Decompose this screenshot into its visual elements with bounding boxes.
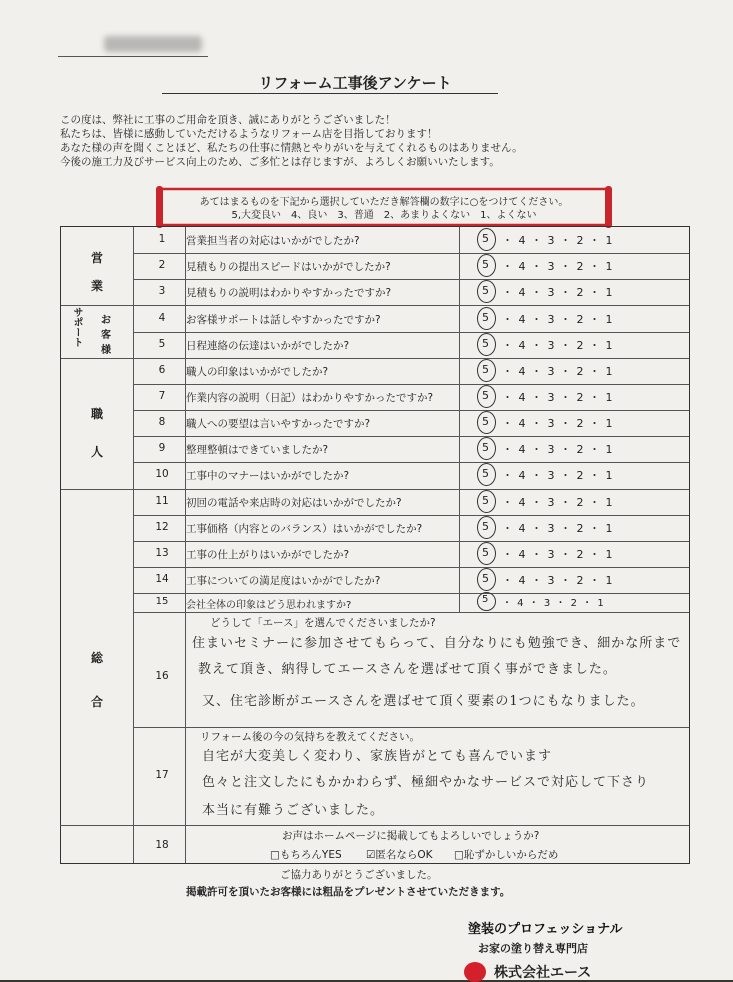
footer-thanks: ご協力ありがとうございました。	[280, 869, 438, 881]
question-17-answer-line-3[interactable]: 本当に有難うございました。	[202, 803, 385, 818]
question-text: 職人の印象はいかがでしたか?	[186, 366, 329, 378]
selected-rating-value: 5	[482, 311, 490, 324]
question-number: 2	[158, 259, 166, 271]
category-overall-char-1: 総	[91, 651, 104, 665]
category-support-side: サポート	[71, 307, 82, 347]
category-support-char-3: 様	[101, 345, 111, 356]
intro-line-1: この度は、弊社に工事のご用命を頂き、誠にありがとうございました！	[60, 114, 396, 126]
selected-rating-value: 5	[482, 467, 490, 480]
selected-rating-value: 5	[482, 389, 490, 402]
question-number: 7	[158, 390, 166, 402]
rating-scale: ・ 4 ・ 3 ・ 2 ・ 1	[502, 469, 614, 482]
question-number: 13	[155, 547, 169, 559]
question-number: 10	[155, 468, 169, 480]
row-divider	[60, 825, 688, 826]
selected-rating-value: 5	[482, 232, 490, 245]
question-number: 5	[158, 338, 166, 350]
question-text: 職人への要望は言いやすかったですか?	[186, 418, 371, 430]
survey-title: リフォーム工事後アンケート	[258, 74, 452, 92]
question-text: 工事中のマナーはいかがでしたか?	[186, 470, 350, 482]
question-16-label: どうして「エース」を選んでくださいましたか?	[210, 617, 436, 629]
question-text: 見積もりの提出スピードはいかがでしたか?	[186, 261, 391, 273]
rating-scale: ・ 4 ・ 3 ・ 2 ・ 1	[502, 260, 614, 273]
option-anonymous-checkbox[interactable]: ☑匿名ならOK	[366, 849, 433, 861]
rating-rows	[60, 226, 688, 612]
question-text: 初回の電話や来店時の対応はいかがでしたか?	[186, 497, 402, 509]
rating-scale: ・ 4 ・ 3 ・ 2 ・ 1	[502, 574, 614, 587]
selected-rating-value: 5	[482, 363, 490, 376]
selected-rating-value: 5	[482, 520, 490, 533]
question-number: 6	[158, 364, 166, 376]
question-number: 4	[158, 312, 166, 324]
selected-rating-value: 5	[482, 494, 490, 507]
question-number: 3	[158, 285, 166, 297]
selected-rating-value: 5	[482, 546, 490, 559]
question-text: 作業内容の説明（日記）はわかりやすかったですか?	[186, 392, 434, 404]
rating-scale: ・ 4 ・ 3 ・ 2 ・ 1	[502, 339, 614, 352]
category-sales-char-2: 業	[91, 279, 104, 293]
category-support-char-1: お	[101, 315, 111, 326]
question-text: お客様サポートは話しやすかったですか?	[186, 314, 381, 326]
rating-scale: ・ 4 ・ 3 ・ 2 ・ 1	[502, 496, 614, 509]
question-text: 見積もりの説明はわかりやすかったですか?	[186, 287, 392, 299]
customer-name-redacted	[104, 36, 202, 52]
intro-line-2: 私たちは、皆様に感動していただけるようなリフォーム店を目指しております！	[60, 128, 438, 140]
question-18-block	[60, 825, 688, 862]
question-17-answer-line-1[interactable]: 自宅が大変美しく変わり、家族皆がとても喜んでいます	[202, 749, 553, 764]
intro-line-4: 今後の施工力及びサービス向上のため、ご多忙とは存じますが、よろしくお願いいたします。	[60, 156, 500, 168]
question-number: 1	[158, 233, 166, 245]
rating-scale: ・ 4 ・ 3 ・ 2 ・ 1	[502, 234, 614, 247]
question-number: 14	[155, 573, 169, 585]
selected-rating-value: 5	[482, 337, 490, 350]
category-sales-char-1: 営	[91, 251, 104, 265]
instruction-line-1: あてはまるものを下記から選択していただき解答欄の数字に○をつけてください。	[199, 197, 569, 208]
rating-scale: ・ 4 ・ 3 ・ 2 ・ 1	[502, 391, 614, 404]
selected-rating-value: 5	[482, 284, 490, 297]
question-17-label: リフォーム後の今の気持ちを教えてください。	[200, 731, 420, 743]
intro-line-3: あなた様の声を聞くことほど、私たちの仕事に情熱とやりがいを与えてくれるものはありません。	[60, 142, 523, 154]
question-number: 15	[155, 596, 169, 607]
rating-scale: ・ 4 ・ 3 ・ 2 ・ 1	[502, 365, 614, 378]
title-underline	[162, 93, 498, 94]
footer-gift-note: 掲載許可を頂いたお客様には粗品をプレゼントさせていただきます。	[186, 886, 511, 898]
question-17-answer-line-2[interactable]: 色々と注文したにもかかわらず、極細やかなサービスで対応して下さり	[202, 775, 649, 790]
question-16-block	[60, 612, 688, 727]
question-text: 工事についての満足度はいかがでしたか?	[186, 575, 381, 587]
question-number: 16	[155, 670, 169, 682]
selected-rating-value: 5	[482, 258, 490, 271]
category-craftsman-char-2: 人	[91, 445, 104, 459]
instruction-banner	[155, 186, 613, 228]
rating-scale: ・ 4 ・ 3 ・ 2 ・ 1	[502, 548, 614, 561]
category-support-char-2: 客	[101, 330, 111, 341]
question-number: 8	[158, 416, 166, 428]
rating-scale: ・ 4 ・ 3 ・ 2 ・ 1	[502, 286, 614, 299]
question-number: 9	[158, 442, 166, 454]
question-number: 18	[155, 839, 169, 851]
option-no-checkbox[interactable]: □恥ずかしいからだめ	[454, 849, 559, 861]
question-number: 12	[155, 521, 169, 533]
company-logo-icon	[464, 962, 486, 982]
question-number: 11	[155, 495, 169, 507]
rating-scale: ・ 4 ・ 3 ・ 2 ・ 1	[502, 522, 614, 535]
rating-scale: ・ 4 ・ 3 ・ 2 ・ 1	[502, 313, 614, 326]
question-number: 17	[155, 769, 169, 781]
brand-tagline: 塗装のプロフェッショナル	[468, 922, 623, 937]
selected-rating-value: 5	[482, 441, 490, 454]
selected-rating-value: 5	[482, 572, 490, 585]
category-overall-char-2: 合	[91, 695, 104, 709]
brand-subtitle: お家の塗り替え専門店	[478, 942, 588, 955]
question-16-answer-line-2[interactable]: 教えて頂き、納得してエースさんを選ばせて頂く事ができました。	[198, 662, 617, 677]
question-text: 整理整頓はできていましたか?	[186, 444, 329, 456]
question-16-answer-line-1[interactable]: 住まいセミナーに参加させてもらって、自分なりにも勉強でき、細かな所まで	[192, 636, 682, 651]
rating-scale: ・ 4 ・ 3 ・ 2 ・ 1	[502, 598, 605, 609]
question-text: 営業担当者の対応はいかがでしたか?	[186, 235, 360, 247]
instruction-line-2: 5,大変良い 4、良い 3、普通 2、あまりよくない 1、よくない	[231, 210, 537, 221]
question-text: 工事価格（内容とのバランス）はいかがでしたか?	[186, 523, 423, 535]
category-craftsman-char-1: 職	[91, 407, 104, 421]
question-text: 会社全体の印象はどう思われますか?	[186, 600, 352, 611]
rating-scale: ・ 4 ・ 3 ・ 2 ・ 1	[502, 443, 614, 456]
name-underline	[58, 56, 208, 57]
question-16-answer-line-3[interactable]: 又、住宅診断がエースさんを選ばせて頂く要素の1つにもなりました。	[202, 694, 645, 709]
selected-rating-value: 5	[482, 594, 490, 605]
selected-rating-value: 5	[482, 415, 490, 428]
question-text: 工事の仕上がりはいかがでしたか?	[186, 549, 350, 561]
question-17-block	[60, 727, 688, 825]
question-text: 日程連絡の伝達はいかがでしたか?	[186, 340, 350, 352]
rating-scale: ・ 4 ・ 3 ・ 2 ・ 1	[502, 417, 614, 430]
question-18-label: お声はホームページに掲載してもよろしいでしょうか?	[282, 830, 540, 842]
option-yes-checkbox[interactable]: □もちろんYES	[270, 849, 342, 861]
company-name: 株式会社エース	[494, 965, 592, 981]
